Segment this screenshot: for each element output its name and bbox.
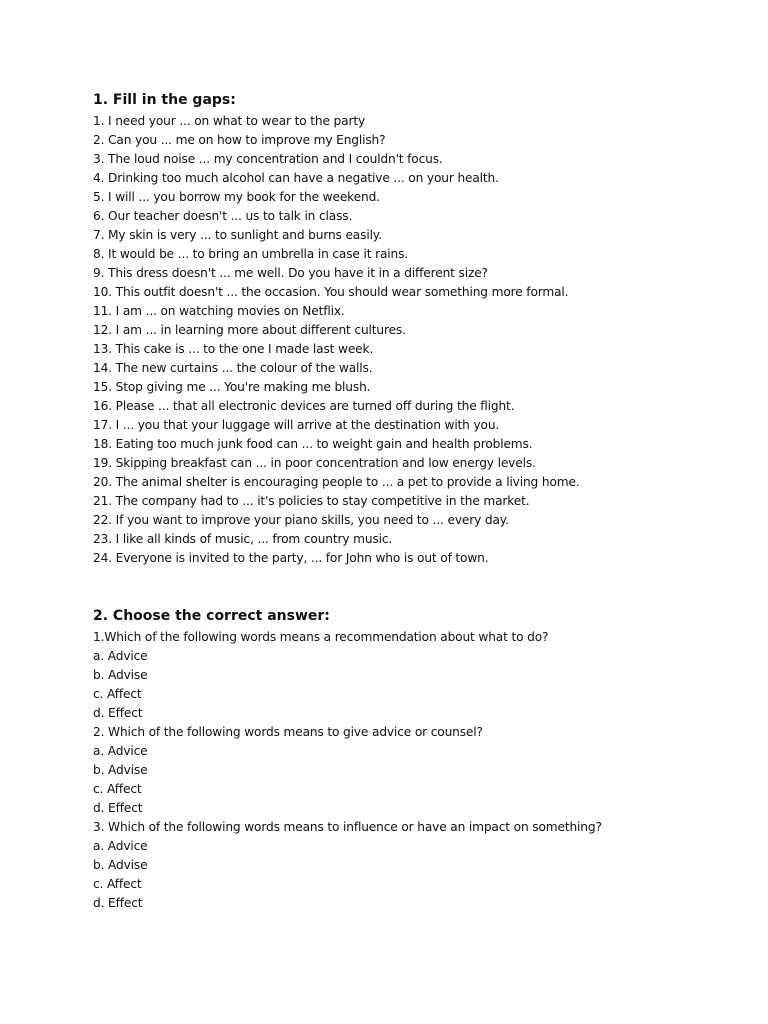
exercise-line: 15. Stop giving me ... You're making me blush. bbox=[93, 380, 371, 394]
exercise-line: 21. The company had to ... it's policies to stay competitive in the market. bbox=[93, 494, 530, 508]
exercise-list bbox=[93, 112, 733, 568]
answer-option: c. Affect bbox=[93, 687, 142, 701]
answer-option: a. Advice bbox=[93, 744, 148, 758]
exercise-line: 17. I ... you that your luggage will arrive at the destination with you. bbox=[93, 418, 500, 432]
answer-option: c. Affect bbox=[93, 877, 142, 891]
exercise-line: 8. It would be ... to bring an umbrella in case it rains. bbox=[93, 247, 409, 261]
answer-option: b. Advise bbox=[93, 858, 148, 872]
exercise-line: 11. I am ... on watching movies on Netflix. bbox=[93, 304, 345, 318]
exercise-line: 18. Eating too much junk food can ... to weight gain and health problems. bbox=[93, 437, 533, 451]
answer-option: c. Affect bbox=[93, 782, 142, 796]
exercise-line: 7. My skin is very ... to sunlight and burns easily. bbox=[93, 228, 382, 242]
answer-option: b. Advise bbox=[93, 763, 148, 777]
fill-in-the-gaps-section bbox=[93, 89, 733, 568]
answer-option: d. Effect bbox=[93, 801, 143, 815]
exercise-line: 2. Can you ... me on how to improve my English? bbox=[93, 133, 386, 147]
answer-option: d. Effect bbox=[93, 706, 143, 720]
exercise-line: 16. Please ... that all electronic devices are turned off during the flight. bbox=[93, 399, 515, 413]
question-line: 3. Which of the following words means to influence or have an impact on something? bbox=[93, 820, 602, 834]
exercise-line: 19. Skipping breakfast can ... in poor concentration and low energy levels. bbox=[93, 456, 536, 470]
exercise-line: 24. Everyone is invited to the party, ... for John who is out of town. bbox=[93, 551, 489, 565]
question-list bbox=[93, 628, 733, 913]
question-line: 2. Which of the following words means to give advice or counsel? bbox=[93, 725, 483, 739]
exercise-line: 13. This cake is ... to the one I made last week. bbox=[93, 342, 374, 356]
exercise-line: 9. This dress doesn't ... me well. Do you have it in a different size? bbox=[93, 266, 488, 280]
answer-option: a. Advice bbox=[93, 839, 148, 853]
exercise-line: 22. If you want to improve your piano skills, you need to ... every day. bbox=[93, 513, 509, 527]
exercise-line: 1. I need your ... on what to wear to the party bbox=[93, 114, 366, 128]
exercise-line: 14. The new curtains ... the colour of the walls. bbox=[93, 361, 373, 375]
exercise-line: 5. I will ... you borrow my book for the weekend. bbox=[93, 190, 380, 204]
exercise-line: 12. I am ... in learning more about different cultures. bbox=[93, 323, 406, 337]
answer-option: d. Effect bbox=[93, 896, 143, 910]
exercise-line: 20. The animal shelter is encouraging people to ... a pet to provide a living home. bbox=[93, 475, 580, 489]
exercise-line: 10. This outfit doesn't ... the occasion. You should wear something more formal. bbox=[93, 285, 569, 299]
choose-correct-answer-section bbox=[93, 605, 733, 913]
exercise-line: 4. Drinking too much alcohol can have a negative ... on your health. bbox=[93, 171, 499, 185]
exercise-line: 3. The loud noise ... my concentration and I couldn't focus. bbox=[93, 152, 443, 166]
exercise-line: 23. I like all kinds of music, ... from country music. bbox=[93, 532, 393, 546]
answer-option: a. Advice bbox=[93, 649, 148, 663]
exercise-line: 6. Our teacher doesn't ... us to talk in class. bbox=[93, 209, 353, 223]
answer-option: b. Advise bbox=[93, 668, 148, 682]
section-heading: 1. Fill in the gaps: bbox=[93, 92, 236, 108]
section-heading: 2. Choose the correct answer: bbox=[93, 608, 330, 624]
question-line: 1.Which of the following words means a recommendation about what to do? bbox=[93, 630, 549, 644]
